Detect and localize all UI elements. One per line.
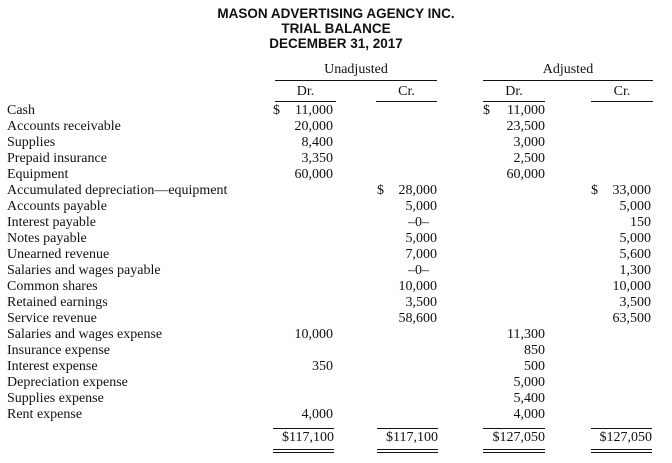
trial-balance-rows	[0, 103, 672, 423]
amount-adjusted-dr	[483, 135, 545, 151]
table-row	[0, 391, 672, 407]
amount-value: 5,400	[513, 391, 545, 406]
amount-value: 5,600	[619, 247, 651, 262]
amount-value: 5,000	[619, 199, 651, 214]
amount-adjusted-dr	[483, 375, 545, 391]
company-name: MASON ADVERTISING AGENCY INC.	[217, 6, 455, 21]
column-header-unadjusted-cr: Cr.	[376, 84, 437, 102]
group-adjusted: Adjusted	[483, 62, 653, 81]
amount-adjusted-dr	[483, 391, 545, 407]
account-name: Interest payable	[7, 215, 97, 230]
amount-adjusted-dr	[483, 359, 545, 375]
amount-unadjusted-cr	[377, 215, 437, 231]
amount-adjusted-cr	[591, 311, 651, 327]
table-row	[0, 135, 672, 151]
account-name: Notes payable	[7, 231, 87, 246]
table-row	[0, 119, 672, 135]
account-name: Accounts receivable	[7, 119, 121, 134]
amount-unadjusted-cr	[377, 311, 437, 327]
group-unadjusted: Unadjusted	[275, 62, 437, 81]
amount-value: 10,000	[294, 327, 333, 342]
amount-unadjusted-dr	[273, 407, 333, 423]
total-unadjusted-dr: $117,100	[273, 428, 334, 446]
amount-adjusted-cr	[591, 263, 651, 279]
amount-adjusted-cr	[591, 279, 651, 295]
amount-unadjusted-cr	[377, 263, 437, 279]
account-name: Equipment	[7, 167, 69, 182]
table-row	[0, 103, 672, 119]
amount-unadjusted-cr	[377, 295, 437, 311]
amount-value: 5,000	[405, 231, 437, 246]
table-row	[0, 199, 672, 215]
amount-value: 11,000	[507, 103, 545, 118]
amount-adjusted-cr	[591, 215, 651, 231]
amount-value: 2,500	[513, 151, 545, 166]
amount-value: 10,000	[612, 279, 651, 294]
account-name: Depreciation expense	[7, 375, 128, 390]
table-row	[0, 295, 672, 311]
amount-unadjusted-dr	[273, 327, 333, 343]
dollar-sign: $	[377, 183, 384, 198]
account-name: Service revenue	[7, 311, 97, 326]
account-name: Accounts payable	[7, 199, 107, 214]
amount-value: 7,000	[405, 247, 437, 262]
statement-title: TRIAL BALANCE	[281, 21, 391, 36]
amount-value: 20,000	[294, 119, 333, 134]
amount-unadjusted-dr	[273, 167, 333, 183]
amount-value: 11,300	[507, 327, 545, 342]
amount-value: 28,000	[398, 183, 437, 198]
amount-value: 1,300	[619, 263, 651, 278]
table-row	[0, 359, 672, 375]
amount-unadjusted-dr	[273, 135, 333, 151]
totals-row	[0, 428, 672, 458]
account-name: Rent expense	[7, 407, 83, 422]
amount-adjusted-dr	[483, 119, 545, 135]
total-adjusted-cr: $127,050	[591, 428, 652, 446]
amount-unadjusted-cr	[377, 231, 437, 247]
amount-unadjusted-dr	[273, 119, 333, 135]
table-row	[0, 343, 672, 359]
account-name: Prepaid insurance	[7, 151, 107, 166]
amount-unadjusted-dr	[273, 359, 333, 375]
table-row	[0, 407, 672, 423]
table-row	[0, 231, 672, 247]
column-header-unadjusted-dr: Dr.	[275, 84, 336, 102]
dollar-sign: $	[591, 183, 598, 198]
account-name: Interest expense	[7, 359, 98, 374]
amount-unadjusted-dr	[273, 103, 333, 119]
column-header-adjusted-cr: Cr.	[591, 84, 653, 102]
account-name: Salaries and wages expense	[7, 327, 163, 342]
dollar-sign: $	[273, 103, 280, 118]
amount-unadjusted-dr	[273, 151, 333, 167]
table-row	[0, 215, 672, 231]
table-row	[0, 327, 672, 343]
total-adjusted-dr: $127,050	[483, 428, 545, 446]
amount-value: 5,000	[513, 375, 545, 390]
total-unadjusted-cr: $117,100	[377, 428, 438, 446]
amount-adjusted-dr	[483, 151, 545, 167]
amount-value: 23,500	[506, 119, 545, 134]
statement-date: DECEMBER 31, 2017	[269, 36, 403, 51]
amount-value: 63,500	[612, 311, 651, 326]
amount-value: 5,000	[619, 231, 651, 246]
account-name: Common shares	[7, 279, 98, 294]
amount-value: 60,000	[294, 167, 333, 182]
table-row	[0, 311, 672, 327]
amount-adjusted-cr	[591, 295, 651, 311]
amount-unadjusted-cr	[377, 183, 437, 199]
amount-adjusted-cr	[591, 231, 651, 247]
column-header-adjusted-dr: Dr.	[483, 84, 545, 102]
amount-value: 33,000	[612, 183, 651, 198]
account-name: Accumulated depreciation—equipment	[7, 183, 228, 198]
dollar-sign: $	[483, 103, 490, 118]
account-name: Unearned revenue	[7, 247, 110, 262]
amount-value: 3,500	[405, 295, 437, 310]
amount-value: 58,600	[398, 311, 437, 326]
amount-unadjusted-cr	[377, 247, 437, 263]
account-name: Cash	[7, 103, 35, 118]
amount-value: 500	[524, 359, 545, 374]
amount-value: 5,000	[405, 199, 437, 214]
amount-unadjusted-cr	[377, 279, 437, 295]
amount-value: 3,000	[513, 135, 545, 150]
amount-value: 850	[524, 343, 545, 358]
amount-value: –0–	[408, 215, 429, 230]
table-row	[0, 151, 672, 167]
amount-adjusted-cr	[591, 247, 651, 263]
amount-adjusted-dr	[483, 167, 545, 183]
table-row	[0, 167, 672, 183]
amount-value: 4,000	[513, 407, 545, 422]
amount-value: 150	[630, 215, 651, 230]
amount-adjusted-cr	[591, 183, 651, 199]
table-row	[0, 247, 672, 263]
table-row	[0, 183, 672, 199]
amount-value: 350	[312, 359, 333, 374]
amount-value: 3,350	[301, 151, 333, 166]
amount-value: 3,500	[619, 295, 651, 310]
table-row	[0, 375, 672, 391]
amount-adjusted-cr	[591, 199, 651, 215]
table-row	[0, 263, 672, 279]
account-name: Salaries and wages payable	[7, 263, 161, 278]
account-name: Supplies expense	[7, 391, 104, 406]
amount-value: –0–	[408, 263, 429, 278]
amount-adjusted-dr	[483, 343, 545, 359]
amount-adjusted-dr	[483, 407, 545, 423]
account-name: Insurance expense	[7, 343, 111, 358]
account-name: Retained earnings	[7, 295, 108, 310]
amount-value: 10,000	[398, 279, 437, 294]
amount-value: 60,000	[506, 167, 545, 182]
amount-unadjusted-cr	[377, 199, 437, 215]
amount-value: 8,400	[301, 135, 333, 150]
amount-adjusted-dr	[483, 103, 545, 119]
amount-adjusted-dr	[483, 327, 545, 343]
amount-value: 4,000	[301, 407, 333, 422]
amount-value: 11,000	[295, 103, 333, 118]
account-name: Supplies	[7, 135, 56, 150]
table-row	[0, 279, 672, 295]
